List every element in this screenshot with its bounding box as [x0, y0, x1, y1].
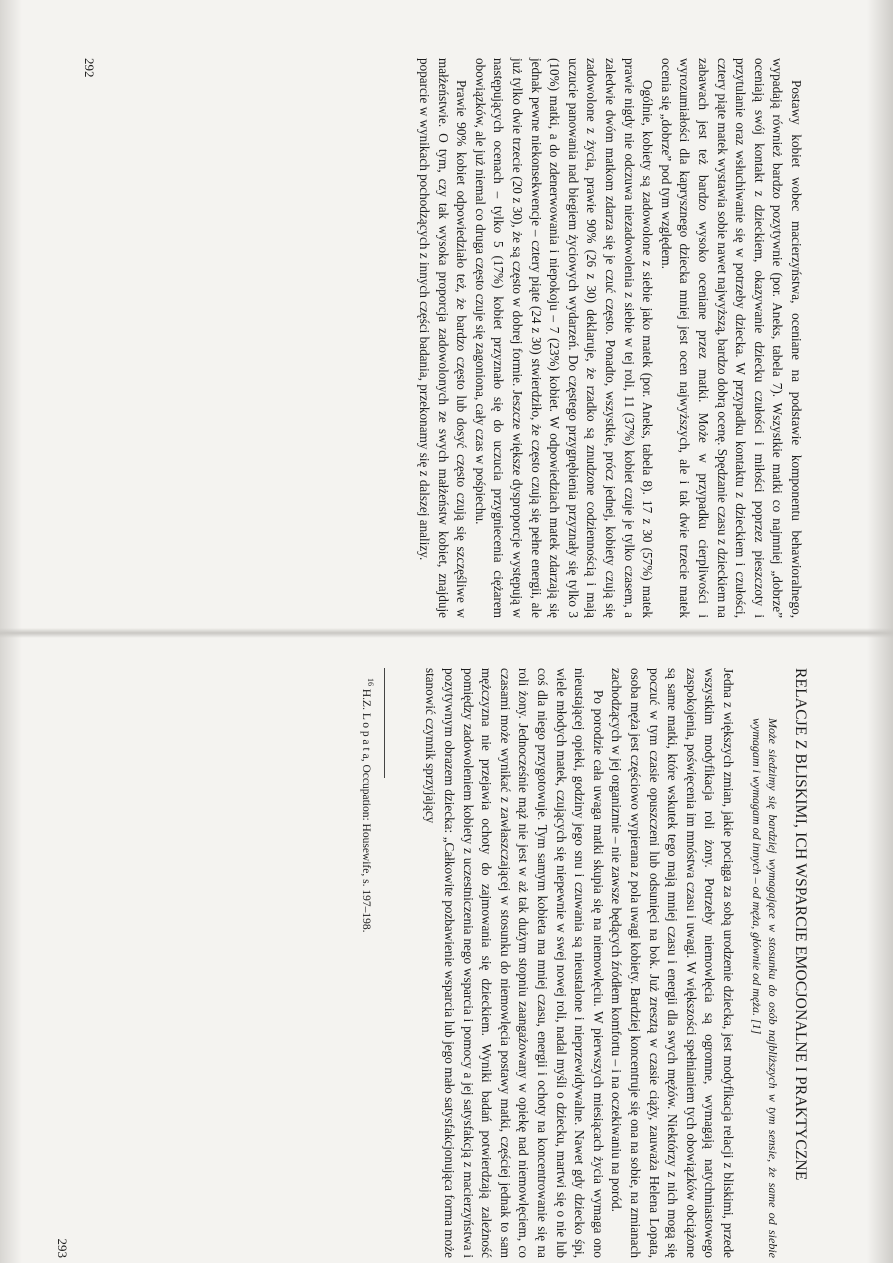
- page-293: [55, 668, 810, 1258]
- chapter-motto: Może siedzimy się bardziej wymagające w stosunku do osób najbliższych w tym sensie, że same od siebie wymagam i wymagam od innych – od męża, głównie od męża. [1]: [750, 718, 780, 1258]
- paragraph: Prawie 90% kobiet odpowiedziało też, że bardzo często lub dosyć często czują się szczęśliwe w małżeństwie. O tym, czy tak wysoka proporcja zadowolonych ze swych małżeństw kobiet, znajduje poparcie w wynikach pochodzących z innych części badania, przekonamy się z dalszej analizy.: [417, 58, 470, 618]
- footnote-divider: [384, 668, 385, 778]
- paragraph: Ogólnie, kobiety są zadowolone z siebie jako matek (por. Aneks, tabela 8). 17 z 30 (57%) matek prawie nigdy nie odczuwa niezadowolenia z siebie w tej roli, 11 (37%) kobiet czuje je tylko czasem, a zaledwie dwóm matkom zdarza się je czuć często. Ponadto, wszystkie, prócz jednej, kobiety czują się zadowolone z życia, prawie 90% (26 z 30) deklaruje, że rzadko są znudzone codziennością i mają uczucie panowania nad biegiem życiowych wydarzeń. Do częstego przygnębienia przyznały się tylko 3 (10%) matki, a do zdenerwowania i niepokoju – 7 (23%) kobiet. W odpowiedziach matek zdarzają się jednak pewne niekonsekwencje – cztery piąte (24 z 30) stwierdziło, że często czują się pełne energii, ale już tylko dwie trzecie (20 z 30), że są często w dobrej formie. Jeszcze większe dysproporcje występują w następujących ocenach – tylko 5 (17%) kobiet przyznało się do uczucia przygniecenia ciężarem obowiązków, ale już niemal co druga często czuje się zagoniona, cały czas w pośpiechu.: [472, 58, 656, 618]
- page-number: 293: [55, 1238, 70, 1258]
- footnote: [358, 668, 378, 1258]
- page-292-body: [415, 58, 805, 618]
- page-293-body: [421, 668, 737, 1258]
- page-number: 292: [82, 58, 97, 78]
- paragraph: Jedna z większych zmian, jakie pociąga za sobą urodzenie dziecka, jest modyfikacja relacji z bliskimi, przede wszystkim modyfikacja roli żony. Potrzeby niemowlęcia są ogromne, wymagają natychmiastowego zaspokojenia, poświęcenia im mnóstwa czasu i uwagi. W większości spełnianiem tych obowiązków obciążone są same matki, które wskutek tego mają mniej czasu i energii dla swych mężów. Niektórzy z nich mogą się poczuć w tym czasie opuszczeni lub odsunięci na bok. Już zresztą w czasie ciąży, zauważa Helena Lopata, osoba męża jest częściowo wypierana z pola uwagi kobiety. Bardziej koncentruje się ona na sobie, na zmianach zachodzących w jej organizmie – nie zawsze będących źródłem komfortu – i na oczekiwaniu na poród.: [609, 668, 736, 1258]
- chapter-title: RELACJE Z BLISKIMI, ICH WSPARCIE EMOCJONALNE I PRAKTYCZNE: [792, 668, 809, 1181]
- footnote-mark: 16: [365, 678, 375, 686]
- paragraph: Po porodzie cała uwaga matki skupia się na niemowlęciu. W pierwszych miesiącach życia wymaga ono nieustającej opieki, godziny jego snu i czuwania są nieustalone i nieprzewidywalne. Nawet gdy dziecko śpi, wiele młodych matek, czujących się niepewnie w swej nowej roli, nadal myśli o dziecku, martwi się o nie lub coś dla niego przygotowuje. Tym samym kobieta ma mniej czasu, energii i ochoty na koncentrowanie się na roli żony. Jednocześnie mąż nie jest w aż tak dużym stopniu zaangażowany w opiekę nad niemowlęciem, co czasami może wynikać z zawłaszczającej w stosunku do niemowlęcia postawy matki, częściej jednak to sam mężczyzna nie przejawia ochoty do zajmowania się dzieckiem. Wyniki badań potwierdzają zależność pomiędzy zadowoleniem kobiety z uczestniczenia nego wsparcia i pomocy a jej satysfakcją z macierzyństwa i pozytywnym obrazem dziecka: „Całkowite pozbawienie wsparcia lub jego mało satysfakcjonująca forma może stanowić czynnik sprzyjający: [423, 668, 606, 1258]
- paragraph: Postawy kobiet wobec macierzyństwa, oceniane na podstawie komponentu behawioralnego, wypadają również bardzo pozytywnie (por. Aneks, tabela 7). Wszystkie matki co najmniej „dobrze” oceniają swój kontakt z dzieckiem, okazywanie dziecku czułości i miłości poprzez pieszczoty i przytulanie oraz wsłuchiwanie się w potrzeby dziecka. W przypadku kontaktu z dzieckiem i czułości, cztery piąte matek wystawia sobie nawet najwyższą, bardzo dobrą ocenę. Spędzanie czasu z dzieckiem na zabawach jest też bardzo wysoko oceniane przez matki. Może w przypadku cierpliwości i wyrozumiałości dla kaprysznego dziecka mniej jest ocen najwyższych, ale i tak dwie trzecie matek ocenia się „dobrze” pod tym względem.: [658, 58, 804, 618]
- book-gutter: [0, 628, 893, 638]
- page-292: [82, 58, 805, 618]
- footnote-text: H.Z. L o p a t a, Occupation: Housewife, s. 197–198.: [360, 688, 373, 933]
